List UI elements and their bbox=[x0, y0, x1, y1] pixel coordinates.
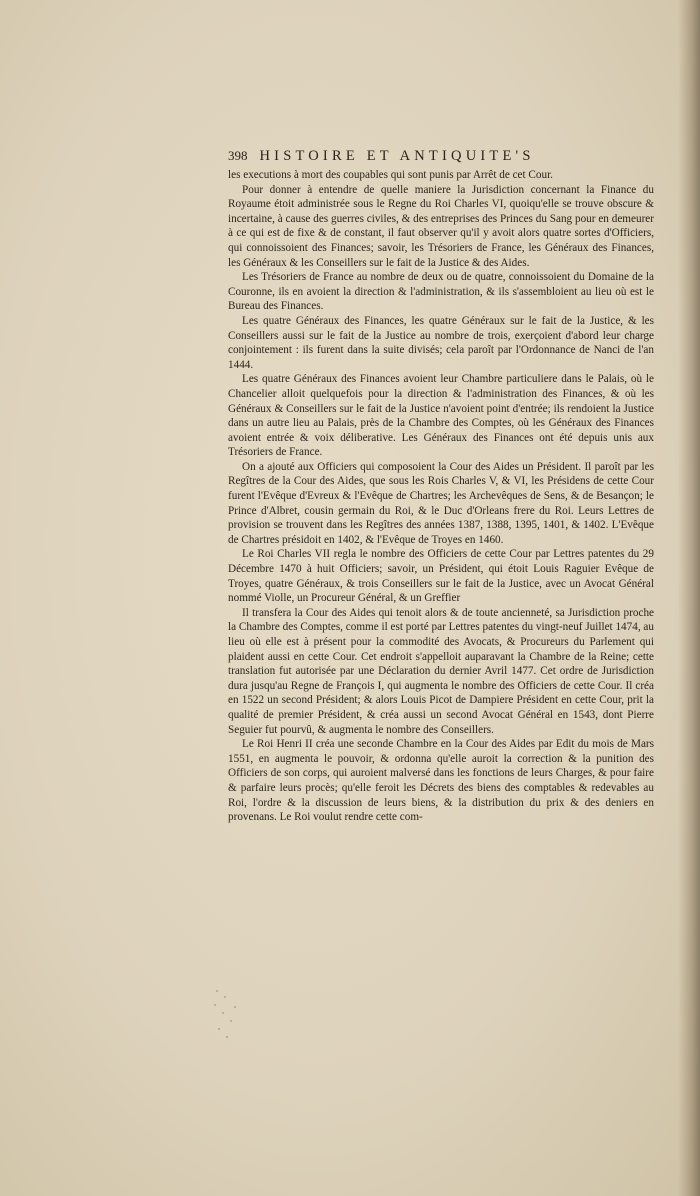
paragraph: Le Roi Charles VII regla le nombre des Officiers de cette Cour par Lettres patentes du 29 Décembre 1470 à huit Officiers; savoir, un Président, qui étoit Louis Raguier Evêque de Troyes, quatre Généraux, & trois Conseillers sur le fait de la Justice, avec un Avocat Général nommé Violle, un Procureur Général, & un Greffier bbox=[228, 548, 654, 605]
paragraph: Il transfera la Cour des Aides qui tenoit alors & de toute ancienneté, sa Jurisdiction proche la Chambre des Comptes, comme il est porté par Lettres patentes du vingt-neuf Juillet 1474, au lieu où elle est à présent pour la commodité des Avocats, & Procureurs du Parlement qui plaident aussi en cette Cour. Cet endroit s'appelloit auparavant la Chambre de la Reine; cette translation fut autorisée par une Déclaration du dernier Avril 1477. Cet ordre de Jurisdiction dura jusqu'au Regne de François I, qui augmenta le nombre des Officiers de cette Cour. Il créa en 1522 un second Président; & alors Louis Picot de Dampiere Président en cette Cour, prit la qualité de premier Président, & créa aussi un second Avocat Général en 1543, dont Pierre Seguier fut pourvû, & augmenta le nombre des Conseillers. bbox=[228, 606, 654, 736]
paragraph: Le Roi Henri II créa une seconde Chambre en la Cour des Aides par Edit du mois de Mars 1551, en augmenta le pouvoir, & ordonna qu'elle auroit la correction & la punition des Officiers de son corps, qui auroient malversé dans les fonctions de leurs Charges, & pour faire & parfaire leurs procès; qu'elle feroit les Décrets des biens des comptables & redevables au Roi, l'ordre & la discussion de leurs biens, & la distribution du prix & des deniers en provenans. Le Roi voulut rendre cette com- bbox=[228, 738, 654, 824]
page-number: 398 bbox=[228, 148, 248, 163]
paragraph: Les Trésoriers de France au nombre de deux ou de quatre, connoissoient du Domaine de la Couronne, ils en avoient la direction & l'administration, & ils s'assembloient au lieu où est le Bureau des Finances. bbox=[228, 271, 654, 313]
running-head bbox=[228, 148, 654, 168]
paragraph: On a ajouté aux Officiers qui composoient la Cour des Aides un Président. Il paroît par les Regîtres de la Cour des Aides, que sous les Rois Charles V, & VI, les Présidens de cette Cour furent l'Evêque d'Evreux & l'Evêque de Chartres; les Archevêques de Sens, & de Besançon; le Prince d'Albret, cousin germain du Roi, & le Duc d'Orleans frere du Roi. Leurs Lettres de provision se trouvent dans les Regîtres des années 1387, 1388, 1395, 1401, & 1402. L'Evêque de Chartres présidoit en 1402, & l'Evêque de Troyes en 1460. bbox=[228, 460, 654, 546]
paragraph: Les quatre Généraux des Finances avoient leur Chambre particuliere dans le Palais, où le Chancelier alloit quelquefois pour la direction & l'administration des Finances, & où les Généraux & Conseillers sur le fait de la Justice n'avoient point d'entrée; ils rendoient la Justice dans un autre lieu au Palais, près de la Chambre des Comptes, où les Généraux des Finances avoient entrée & voix déliberative. Les Généraux des Finances ont été depuis unis aux Trésoriers de France. bbox=[228, 373, 654, 459]
body-text bbox=[228, 168, 654, 825]
page-gutter-shadow bbox=[678, 0, 700, 1196]
paragraph: les executions à mort des coupables qui sont punis par Arrêt de cet Cour. bbox=[228, 169, 553, 181]
paper-stain bbox=[210, 986, 270, 1046]
paragraph: Les quatre Généraux des Finances, les quatre Généraux sur le fait de la Justice, & les Conseillers aussi sur le fait de la Justice au nombre de trois, exerçoient d'abord leur charge conjointement : ils furent dans la suite divisés; cela paroît par l'Ordonnance de Nanci de l'an 1444. bbox=[228, 314, 654, 371]
running-title: HISTOIRE ET ANTIQUITE'S bbox=[259, 148, 535, 164]
paragraph: Pour donner à entendre de quelle maniere la Jurisdiction concernant la Finance du Royaume étoit administrée sous le Regne du Roi Charles VI, quoiqu'elle se trouve obscure & incertaine, à cause des guerres civiles, & des entreprises des Princes du Sang pour en demeurer à ce qui est de fixe & de constant, il faut observer qu'il y avoit alors quatre sortes d'Officiers, qui connoissoient des Finances; savoir, les Trésoriers de France, les Généraux des Finances, les Généraux & les Conseillers sur le fait de la Justice & des Aides. bbox=[228, 183, 654, 269]
text-block bbox=[228, 148, 654, 825]
